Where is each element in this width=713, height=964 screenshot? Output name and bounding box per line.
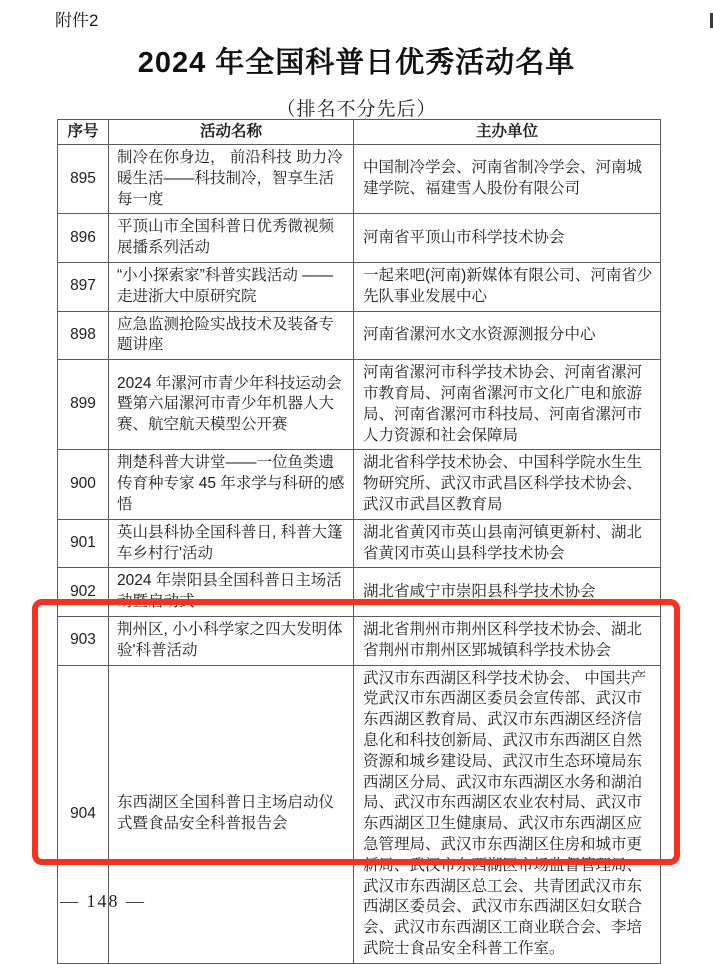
table-row [58,665,661,963]
serial-cell: 901 [58,519,109,568]
organizer-cell: 河南省漯河水文水资源测报分中心 [354,311,661,360]
organizer-cell: 河南省平顶山市科学技术协会 [354,214,661,263]
activity-name-cell: 荆楚科普大讲堂——一位鱼类遗 传育种专家 45 年求学与科研的感悟 [109,450,354,519]
organizer-cell: 一起来吧(河南)新媒体有限公司、河南省少先队事业发展中心 [354,262,661,311]
table-body [58,145,661,964]
table-row [58,214,661,263]
organizer-cell: 武汉市东西湖区科学技术协会、 中国共产党武汉市东西湖区委员会宣传部、武汉市东西湖区教育局、武汉市东西湖区经济信息化和科技创新局、武汉市东西湖区自然资源和城乡建设局、武汉市生态环境局东 西湖区分局、武汉市东西湖区水务和湖泊局、武汉市东西湖区农业农村局、武汉市东西湖区卫生健康局、武汉市东西湖区应急管理局、武汉市东西湖区住房和城市更新局、武汉市东西湖区市场监督管理局、 武汉市东西湖区总工会、共青团武汉市东西湖区委员会、武汉市东西湖区妇女联合会、武汉市东西湖区工商业联合会、李培武院士食品安全科普工作室。 [354,665,661,963]
page-subtitle: （排名不分先后） [276,99,437,120]
organizer-cell: 湖北省咸宁市崇阳县科学技术协会 [354,568,661,617]
activity-name-cell: 应急监测抢险实战技术及装备专题讲座 [109,311,354,360]
organizer-cell: 河南省漯河市科学技术协会、河南省漯河市教育局、河南省漯河市文化广电和旅游局、河南省漯河市科技局、河南省漯河市人力资源和社会保障局 [354,360,661,450]
organizer-cell: 湖北省荆州市荆州区科学技术协会、湖北省荆州市荆州区郢城镇科学技术协会 [354,616,661,665]
serial-cell: 900 [58,450,109,519]
activity-name-cell: 英山县科协全国科普日, 科普大篷车乡村行'活动 [109,519,354,568]
activity-name-cell: 荆州区, 小小科学家之四大发明体验'科普活动 [109,616,354,665]
activity-name-cell: 东西湖区全国科普日主场启动仪式暨食品安全科普报告会 [109,665,354,963]
table-row [58,519,661,568]
header-activity-name: 活动名称 [109,120,354,145]
table-row [58,616,661,665]
table-row [58,262,661,311]
table-row [58,360,661,450]
page-number: — 148 — [60,891,146,911]
header-serial: 序号 [58,120,109,145]
serial-cell: 895 [58,145,109,214]
activity-name-cell: 制冷在你身边， 前沿科技 助力冷暖生活——科技制冷，智享生活每一度 [109,145,354,214]
activity-name-cell: 2024 年漯河市青少年科技运动会暨第六届漯河市青少年机器人大赛、航空航天模型公开赛 [109,360,354,450]
activity-name-cell: “小小探索家”科普实践活动 ——走进浙大中原研究院 [109,262,354,311]
table-row [58,145,661,214]
attachment-label: 附件2 [55,11,99,30]
organizer-cell: 湖北省科学技术协会、中国科学院水生生物研究所、武汉市武昌区科学技术协会、 武汉市武昌区教育局 [354,450,661,519]
table-row [58,311,661,360]
organizer-cell: 中国制冷学会、河南省制冷学会、河南城 建学院、福建雪人股份有限公司 [354,145,661,214]
serial-cell: 902 [58,568,109,617]
serial-cell: 904 [58,665,109,963]
table-row [58,450,661,519]
serial-cell: 897 [58,262,109,311]
header-organizer: 主办单位 [354,120,661,145]
serial-cell: 896 [58,214,109,263]
table-row [58,568,661,617]
page-title: 2024 年全国科普日优秀活动名单 [137,47,576,79]
serial-cell: 898 [58,311,109,360]
table-header-row [58,120,661,145]
organizer-cell: 湖北省黄冈市英山县南河镇更新村、湖北省黄冈市英山县科学技术协会 [354,519,661,568]
serial-cell: 903 [58,616,109,665]
activities-table [57,119,661,964]
activity-name-cell: 2024 年崇阳县全国科普日主场活动暨启动式 [109,568,354,617]
serial-cell: 899 [58,360,109,450]
activity-name-cell: 平顶山市全国科普日优秀微视频展播系列活动 [109,214,354,263]
